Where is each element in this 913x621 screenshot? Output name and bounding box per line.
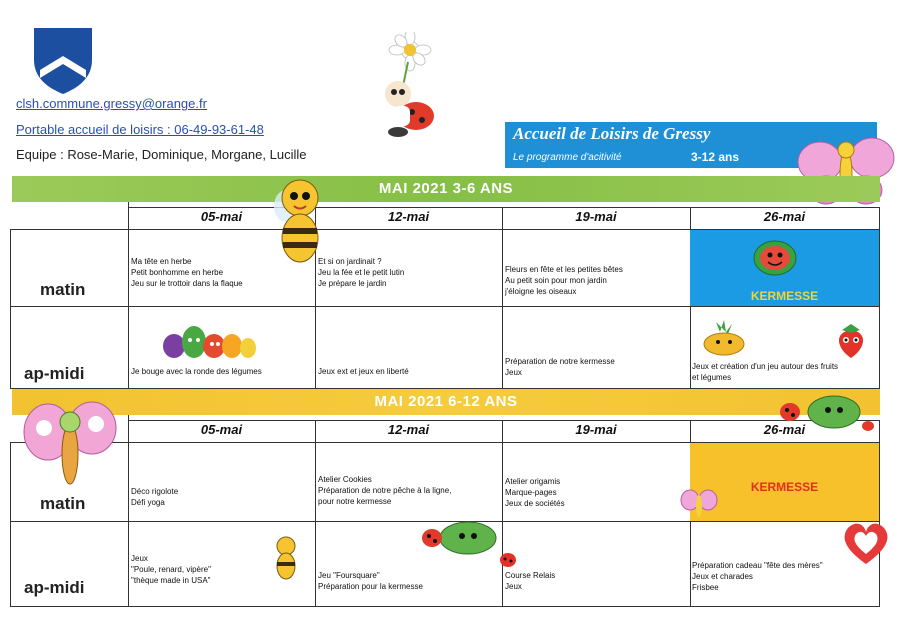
leaf-ladybug-icon bbox=[776, 390, 876, 434]
activity-line: pour notre kermesse bbox=[318, 497, 392, 506]
activity-cell bbox=[505, 356, 615, 378]
row-label-matin: matin bbox=[40, 280, 86, 299]
activity-line: Jeu la fée et le petit lutin bbox=[318, 268, 405, 277]
activity-line: Défi yoga bbox=[131, 498, 165, 507]
team-text: Equipe : Rose-Marie, Dominique, Morgane, Lucille bbox=[16, 147, 307, 162]
grid-line bbox=[315, 420, 316, 607]
activity-line: Frisbee bbox=[692, 583, 719, 592]
grid-line bbox=[128, 207, 879, 208]
row-label-apmidi: ap-midi bbox=[24, 578, 85, 597]
grid-line bbox=[879, 420, 880, 607]
activity-line: Jeu sur le trottoir dans la flaque bbox=[131, 279, 243, 288]
phone-link[interactable]: Portable accueil de loisirs : 06-49-93-61-48 bbox=[16, 122, 264, 137]
activity-line: "Poule, renard, vipère" bbox=[131, 565, 211, 574]
banner-age: 3-12 ans bbox=[691, 150, 740, 164]
activity-line: Jeux bbox=[131, 554, 148, 563]
activity-line: et légumes bbox=[692, 373, 732, 382]
kermesse-label: KERMESSE bbox=[750, 480, 819, 494]
activity-cell bbox=[131, 553, 211, 586]
activity-cell bbox=[505, 476, 565, 509]
strawberry-icon bbox=[832, 322, 870, 360]
activity-line: Ma tête en herbe bbox=[131, 257, 192, 266]
email-link[interactable]: clsh.commune.gressy@orange.fr bbox=[16, 96, 207, 111]
grid-line bbox=[502, 420, 503, 607]
activity-line: Préparation de notre kermesse bbox=[505, 357, 615, 366]
kermesse-label: KERMESSE bbox=[750, 289, 819, 303]
grid-line bbox=[128, 420, 879, 421]
activity-line: Fleurs en fête et les petites bêtes bbox=[505, 265, 623, 274]
activity-line: Préparation cadeau "fête des mères" bbox=[692, 561, 823, 570]
activity-line: j'éloigne les oiseaux bbox=[505, 287, 577, 296]
watermelon-icon bbox=[752, 238, 798, 278]
activity-cell bbox=[505, 570, 555, 592]
date-header: 05-mai bbox=[200, 209, 243, 224]
activity-cell bbox=[318, 256, 404, 289]
shield-icon bbox=[32, 26, 94, 96]
grid-line bbox=[502, 207, 503, 389]
ladybug-icon bbox=[498, 552, 518, 568]
activity-line: Jeux et charades bbox=[692, 572, 753, 581]
activity-cell bbox=[318, 474, 451, 507]
grid-line bbox=[128, 415, 129, 607]
activity-line: Jeux de sociétés bbox=[505, 499, 565, 508]
date-header: 05-mai bbox=[200, 422, 243, 437]
activity-line: Jeux bbox=[505, 368, 522, 377]
vegetables-icon bbox=[160, 316, 258, 362]
pineapple-icon bbox=[700, 320, 748, 356]
activity-cell bbox=[692, 361, 838, 383]
activity-line: Préparation de notre pêche à la ligne, bbox=[318, 486, 452, 495]
date-header: 12-mai bbox=[387, 422, 430, 437]
activity-line: Atelier Cookies bbox=[318, 475, 372, 484]
date-header: 19-mai bbox=[575, 209, 617, 224]
date-header: 19-mai bbox=[575, 422, 617, 437]
activity-line: Et si on jardinait ? bbox=[318, 257, 382, 266]
activity-cell bbox=[692, 560, 823, 593]
grid-line bbox=[10, 606, 879, 607]
activity-cell bbox=[318, 570, 423, 592]
activity-line: Jeux et création d'un jeu autour des fruits bbox=[692, 362, 839, 371]
activity-line: Préparation pour la kermesse bbox=[318, 582, 423, 591]
ladybug-flower-icon bbox=[368, 32, 438, 142]
butterfly-icon bbox=[680, 486, 718, 520]
date-header: 26-mai bbox=[763, 422, 806, 437]
activity-cell bbox=[505, 264, 623, 297]
date-header: 26-mai bbox=[763, 209, 806, 224]
activity-line: Jeux bbox=[505, 582, 522, 591]
activity-line: Jeux ext et jeux en liberté bbox=[318, 367, 409, 376]
row-label-apmidi: ap-midi bbox=[24, 364, 85, 383]
grid-line bbox=[128, 202, 129, 389]
heart-icon bbox=[838, 518, 894, 566]
activity-line: Petit bonhomme en herbe bbox=[131, 268, 224, 277]
activity-cell bbox=[131, 486, 178, 508]
activity-line: Jeu "Foursquare" bbox=[318, 571, 380, 580]
activity-line: Atelier origamis bbox=[505, 477, 561, 486]
activity-cell bbox=[131, 366, 262, 377]
bee-icon bbox=[272, 176, 328, 272]
banner-title: Accueil de Loisirs de Gressy bbox=[513, 124, 711, 143]
activity-line: Je prépare le jardin bbox=[318, 279, 387, 288]
section1-title: MAI 2021 3-6 ANS bbox=[12, 176, 880, 202]
grid-line bbox=[10, 229, 11, 389]
activity-line: Déco rigolote bbox=[131, 487, 179, 496]
section2-title: MAI 2021 6-12 ANS bbox=[12, 389, 880, 415]
activity-cell bbox=[318, 366, 409, 377]
activity-line: Course Relais bbox=[505, 571, 556, 580]
grid-line bbox=[879, 207, 880, 389]
activity-line: Je bouge avec la ronde des légumes bbox=[131, 367, 262, 376]
grid-line bbox=[10, 306, 879, 307]
activity-line: "thèque made in USA" bbox=[131, 576, 211, 585]
row-label-matin: matin bbox=[40, 494, 86, 513]
date-header: 12-mai bbox=[387, 209, 430, 224]
butterfly-icon bbox=[22, 392, 118, 490]
activity-line: Au petit soin pour mon jardin bbox=[505, 276, 607, 285]
banner-subtitle: Le programme d'acitivité bbox=[513, 152, 622, 163]
activity-line: Marque-pages bbox=[505, 488, 557, 497]
leaf-ladybug-icon bbox=[418, 516, 498, 558]
grid-line bbox=[10, 442, 11, 607]
activity-cell bbox=[131, 256, 243, 289]
bee-icon bbox=[272, 534, 300, 582]
